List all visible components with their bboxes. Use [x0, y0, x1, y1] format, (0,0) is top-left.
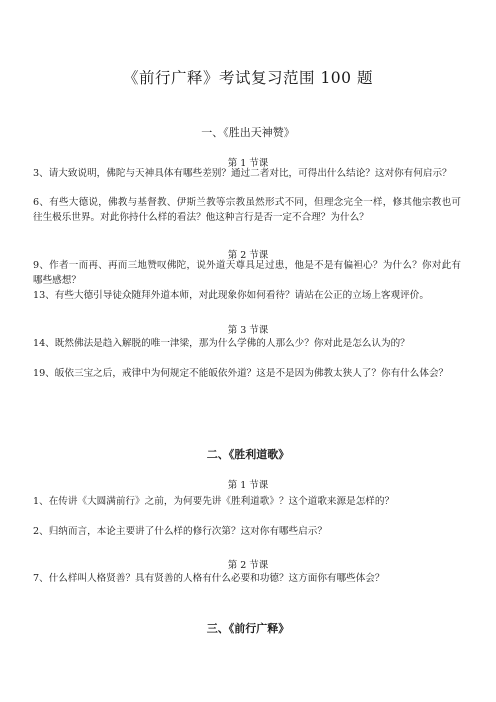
lesson-label: 第 3 节课: [227, 325, 269, 336]
document-title: 《前行广释》考试复习范围 100 题: [123, 69, 373, 87]
lesson-label: 第 1 节课: [227, 158, 269, 169]
question: 13、有些大德引导徒众随拜外道本师，对此现象你如何看待？请站在公正的立场上客观评价。: [33, 290, 429, 301]
question: 9、作者一而再、再而三地赞叹佛陀，说外道天尊具足过患，他是不是有偏袒心？为什么？你对此有哪些感想？: [33, 260, 461, 286]
question: 3、请大致说明，佛陀与天神具体有哪些差别？通过二者对比，可得出什么结论？这对你有何启示？: [33, 168, 452, 179]
question: 19、皈依三宝之后，戒律中为何规定不能皈依外道？这是不是因为佛教太狭人了？你有什么体会？: [33, 368, 449, 379]
lesson-label: 第 2 节课: [227, 250, 269, 261]
question: 6、有些大德说，佛教与基督教、伊斯兰教等宗教虽然形式不同，但理念完全一样，修其他宗教也可往生极乐世界。对此你持什么样的看法？他这种言行是否一定不合理？为什么？: [33, 197, 461, 223]
question: 2、归纳而言，本论主要讲了什么样的修行次第？这对你有哪些启示？: [33, 526, 327, 537]
lesson-label: 第 2 节课: [227, 560, 269, 571]
question: 7、什么样叫人格贤善？具有贤善的人格有什么必要和功德？这方面你有哪些体会？: [33, 573, 385, 584]
section-heading: 三、《前行广释》: [206, 622, 290, 635]
question: 1、在传讲《大圆满前行》之前，为何要先讲《胜利道歌》？这个道歌来源是怎样的？: [33, 496, 395, 507]
section-heading: 一、《胜出天神赞》: [201, 126, 295, 139]
lesson-label: 第 1 节课: [227, 480, 269, 491]
question: 14、既然佛法是趋入解脱的唯一津梁，那为什么学佛的人那么少？你对此是怎么认为的？: [33, 338, 410, 349]
section-heading: 二、《胜利道歌》: [206, 448, 290, 461]
